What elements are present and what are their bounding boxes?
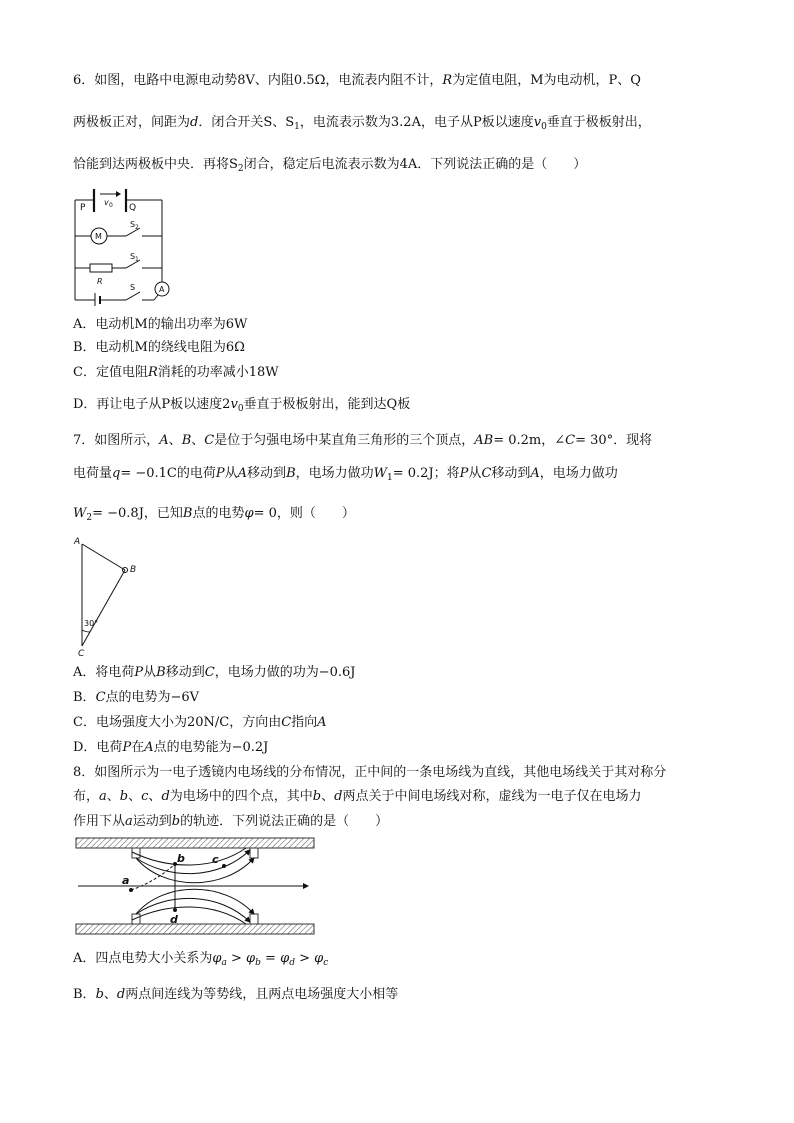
v0-sub: 0 [109,202,113,209]
q7-option-d: D．电荷P在A点的电势能为−0.2J [73,740,269,755]
point-c-label: c [212,853,219,866]
point-a-label: a [122,874,130,887]
q7-option-a: A．将电荷P从B移动到C，电场力做的功为−0.6J [73,665,356,680]
q6-stem-line-3: 恰能到达两极板中央．再将$S_2$闭合，稳定后电流表示数为4A．下列说法正确的是（ ） [73,157,587,174]
point-c [222,864,226,868]
point-d-label: d [170,913,178,926]
resistor-label: R [97,277,103,286]
plate-p-label: P [80,203,86,213]
s1-label: S [130,252,136,261]
q8-stem-line-2: 布，a、b、c、d为电场中的四个点，其中b、d两点关于中间电场线对称，虚线为一电子仅在电场力 [73,789,642,804]
s-label: S [130,283,136,292]
q8-electron-lens-figure [74,836,316,936]
q7-option-b: B．C点的电势为−6V [73,690,200,705]
s2-sub: 2 [135,224,139,231]
q8-stem-line-1: 8．如图所示为一电子透镜内电场线的分布情况，正中间的一条电场线为直线，其他电场线关于其对称分 [73,765,667,780]
vertex-c-label: C [78,649,85,658]
plate-q-label: Q [129,203,137,213]
q7-stem-line-3: $W_2= -0.8J$，已知B点的电势φ= 0，则（ ） [73,506,355,523]
point-a [129,888,133,892]
angle-label: 30° [84,619,99,628]
ammeter-label: A [159,285,165,294]
q6-option-d: D．再让电子从P板以速度$2v_0$垂直于极板射出，能到达Q板 [73,397,411,414]
q7-stem-line-1: 7．如图所示，A、B、C是位于匀强电场中某直角三角形的三个顶点，AB= 0.2m，∠C= 30°．现将 [73,433,653,448]
q7-option-c: C．电场强度大小为20N/C，方向由C指向A [73,715,327,730]
circuit-diagram [70,186,180,306]
q6-stem-line-2: 两极板正对，间距为d．闭合开关S、$S_1$，电流表示数为3.2A，电子从P板以速度$v_0$垂直于极板射出， [73,115,651,132]
point-d [173,908,177,912]
s2-label: S [130,220,136,229]
point-b-label: b [177,852,185,865]
motor-label: M [95,232,102,241]
vertex-b-label: B [130,565,137,575]
q8-stem-line-3: 作用下从a运动到b的轨迹．下列说法正确的是（ ） [73,814,389,829]
q7-triangle-figure [70,534,150,658]
triangle-diagram [70,534,150,658]
q7-stem-line-2: 电荷量q= −0.1C的电荷P从A移动到B，电场力做功$W_1= 0.2J$；将P从C移动到A，电场力做功 [73,466,618,483]
vertex-a-label: A [74,537,81,547]
q6-option-a: A．电动机M的输出功率为6W [73,317,248,332]
q6-option-c: C．定值电阻R消耗的功率减小18W [73,365,279,380]
q6-stem-line-1: 6．如图，电路中电源电动势8V、内阻0.5Ω，电流表内阻不计，R为定值电阻，M为电动机，P、Q [73,73,641,88]
q6-option-b: B．电动机M的绕线电阻为6Ω [73,340,245,355]
q8-option-b: B．b、d两点间连线为等势线，且两点电场强度大小相等 [73,987,399,1002]
s1-sub: 1 [135,256,139,263]
v0-label: v [104,198,109,207]
electric-field-diagram [74,836,316,936]
q8-option-a: A．四点电势大小关系为$\varphi_a > \varphi_b = \varphi_d > \varphi_c$ [73,951,329,968]
q6-circuit-figure [70,186,180,306]
